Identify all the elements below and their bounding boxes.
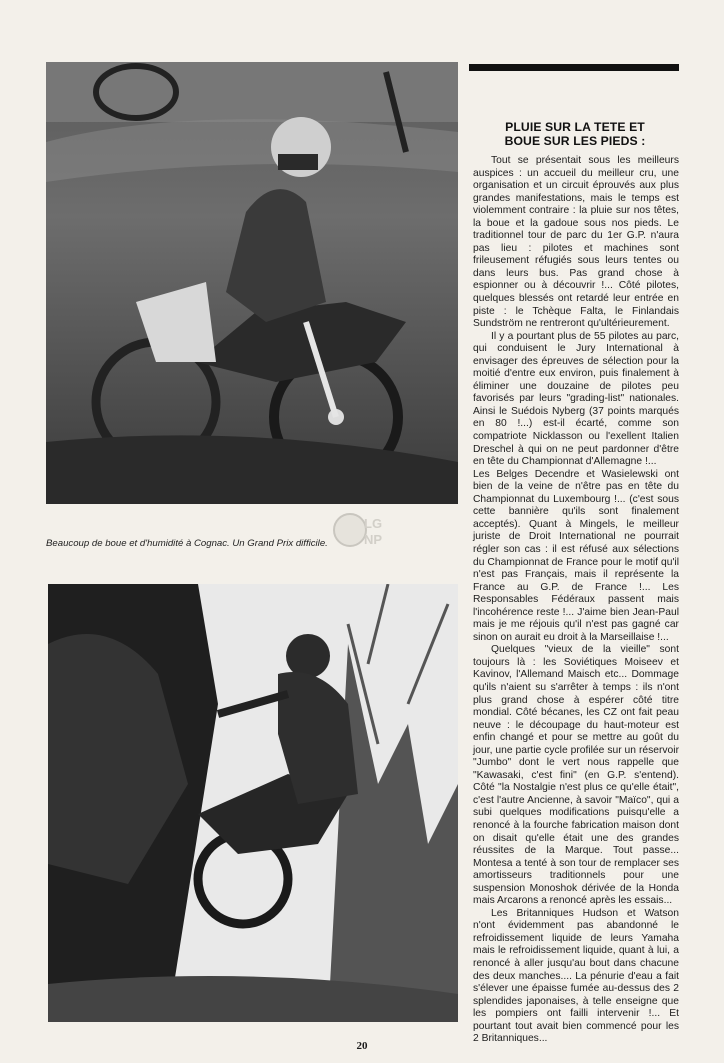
photo-jumping-rider xyxy=(48,584,458,1022)
page-number: 20 xyxy=(356,1040,368,1052)
paragraph: Tout se présentait sous les meilleurs auspices : un accueil du meilleur cru, une organisation et un circuit éprouvés aux plus grandes manifestations, mais le temps est violemment contraire : la pluie sur nos têtes, la boue et la gadoue sous nos pieds. Le traditionnel tour de parc du 1er G.P. n'aura pas lieu : pilotes et machines sont frileusement réfugiés sous leurs tentes ou dans leurs bus. Pas grand chose à espionner ou à découvrir !... Côté pilotes, quelques blessés ont retardé leur entrée en piste : le Tchèque Falta, le Finlandais Sundström ne rentreront qu'ultérieurement. xyxy=(473,155,679,330)
paragraph: Quelques "vieux de la vieille" sont toujours là : les Soviétiques Moiseev et Kavinov, l'Allemand Maisch etc... Dommage qu'ils n'aient su s'arrêter à temps : ils n'ont plus grand chose à espérer côté titre mondial. Côté bécanes, les CZ ont fait peau neuve : le découpage du haut-moteur est enfin changé et pour se mettre au goût du jour, une partie cycle profilée sur un réservoir "Jumbo" dont le vert nous rappelle que "Kawasaki, c'est fini" (en G.P. s'entend). Côté "la Nostalgie n'est plus ce qu'elle était", c'est l'autre Ancienne, à savoir "Maïco", qui a subi quelques modifications puisqu'elle a renoncé à la fourche fabrication maison dont on disait qu'elle était une des grandes réussites de la Marque. Tout passe... Montesa a tenté à son tour de remplacer ses amortisseurs traditionnels pour une suspension Monoshok dérivée de la Honda mais Arcarons a renoncé après les essais... xyxy=(473,644,679,907)
heading-line-2: BOUE SUR LES PIEDS : xyxy=(504,133,646,148)
article-heading xyxy=(472,121,678,148)
article-body xyxy=(473,155,679,1046)
top-rule xyxy=(469,64,679,71)
paragraph: Les Belges Decendre et Wasielewski ont bien de la veine de n'être pas en tête du Championnat du Luxembourg !... (c'est sous cette bannière qu'ils sont finalement acceptés). Quant à Mingels, le meilleur juriste de Droit International ne pourrait régler son cas : il est réfusé aux sélections du Championnat de France pour le motif qu'il n'est pas Français, mais il représente la France au G.P. de France !... Les Responsables Fédéraux passent mais l'incohérence reste !... J'aime bien Jean-Paul mais je me réjouis qu'il n'est pas gagné car sinon on aurait eu droit à la Marseillaise !... xyxy=(473,468,679,643)
photo-caption: Beaucoup de boue et d'humidité à Cognac. Un Grand Prix difficile. xyxy=(46,538,328,549)
heading-line-1: PLUIE SUR LA TETE ET xyxy=(505,120,645,134)
photo-muddy-rider xyxy=(46,62,458,504)
motocross-rider-muddy-icon xyxy=(46,62,458,504)
motocross-rider-jump-icon xyxy=(48,584,458,1022)
svg-text:LG: LG xyxy=(364,516,383,531)
paragraph: Il y a pourtant plus de 55 pilotes au parc, qui conduisent le Jury International à envisager des épreuves de sélection pour la moitié d'entre eux environ, puis finalement à éliminer une douzaine de pilotes peu favorisés par leurs "grading-list" nationales. Ainsi le Suédois Nyberg (37 points marqués en 80 !...) est-il écarté, comme son compatriote Nicklasson ou l'exellent Italien Dreschel à qui on ne peut pardonner d'être en tête du Championnat d'Allemagne !... xyxy=(473,330,679,468)
paragraph: Les Britanniques Hudson et Watson n'ont évidemment pas abandonné le refroidissement liquide de leurs Yamaha mais le refroidissement liquide, quant à lui, a renoncé à aller jusqu'au bout dans chacune des deux manches.... La pénurie d'eau a fait s'élever une épaisse fumée au-dessus des 2 splendides japonaises, à telle enseigne que les pompiers ont failli intervenir !... Et pourtant tout avait bien commencé pour les 2 Britanniques... xyxy=(473,907,679,1045)
svg-text:NP: NP xyxy=(364,532,383,547)
